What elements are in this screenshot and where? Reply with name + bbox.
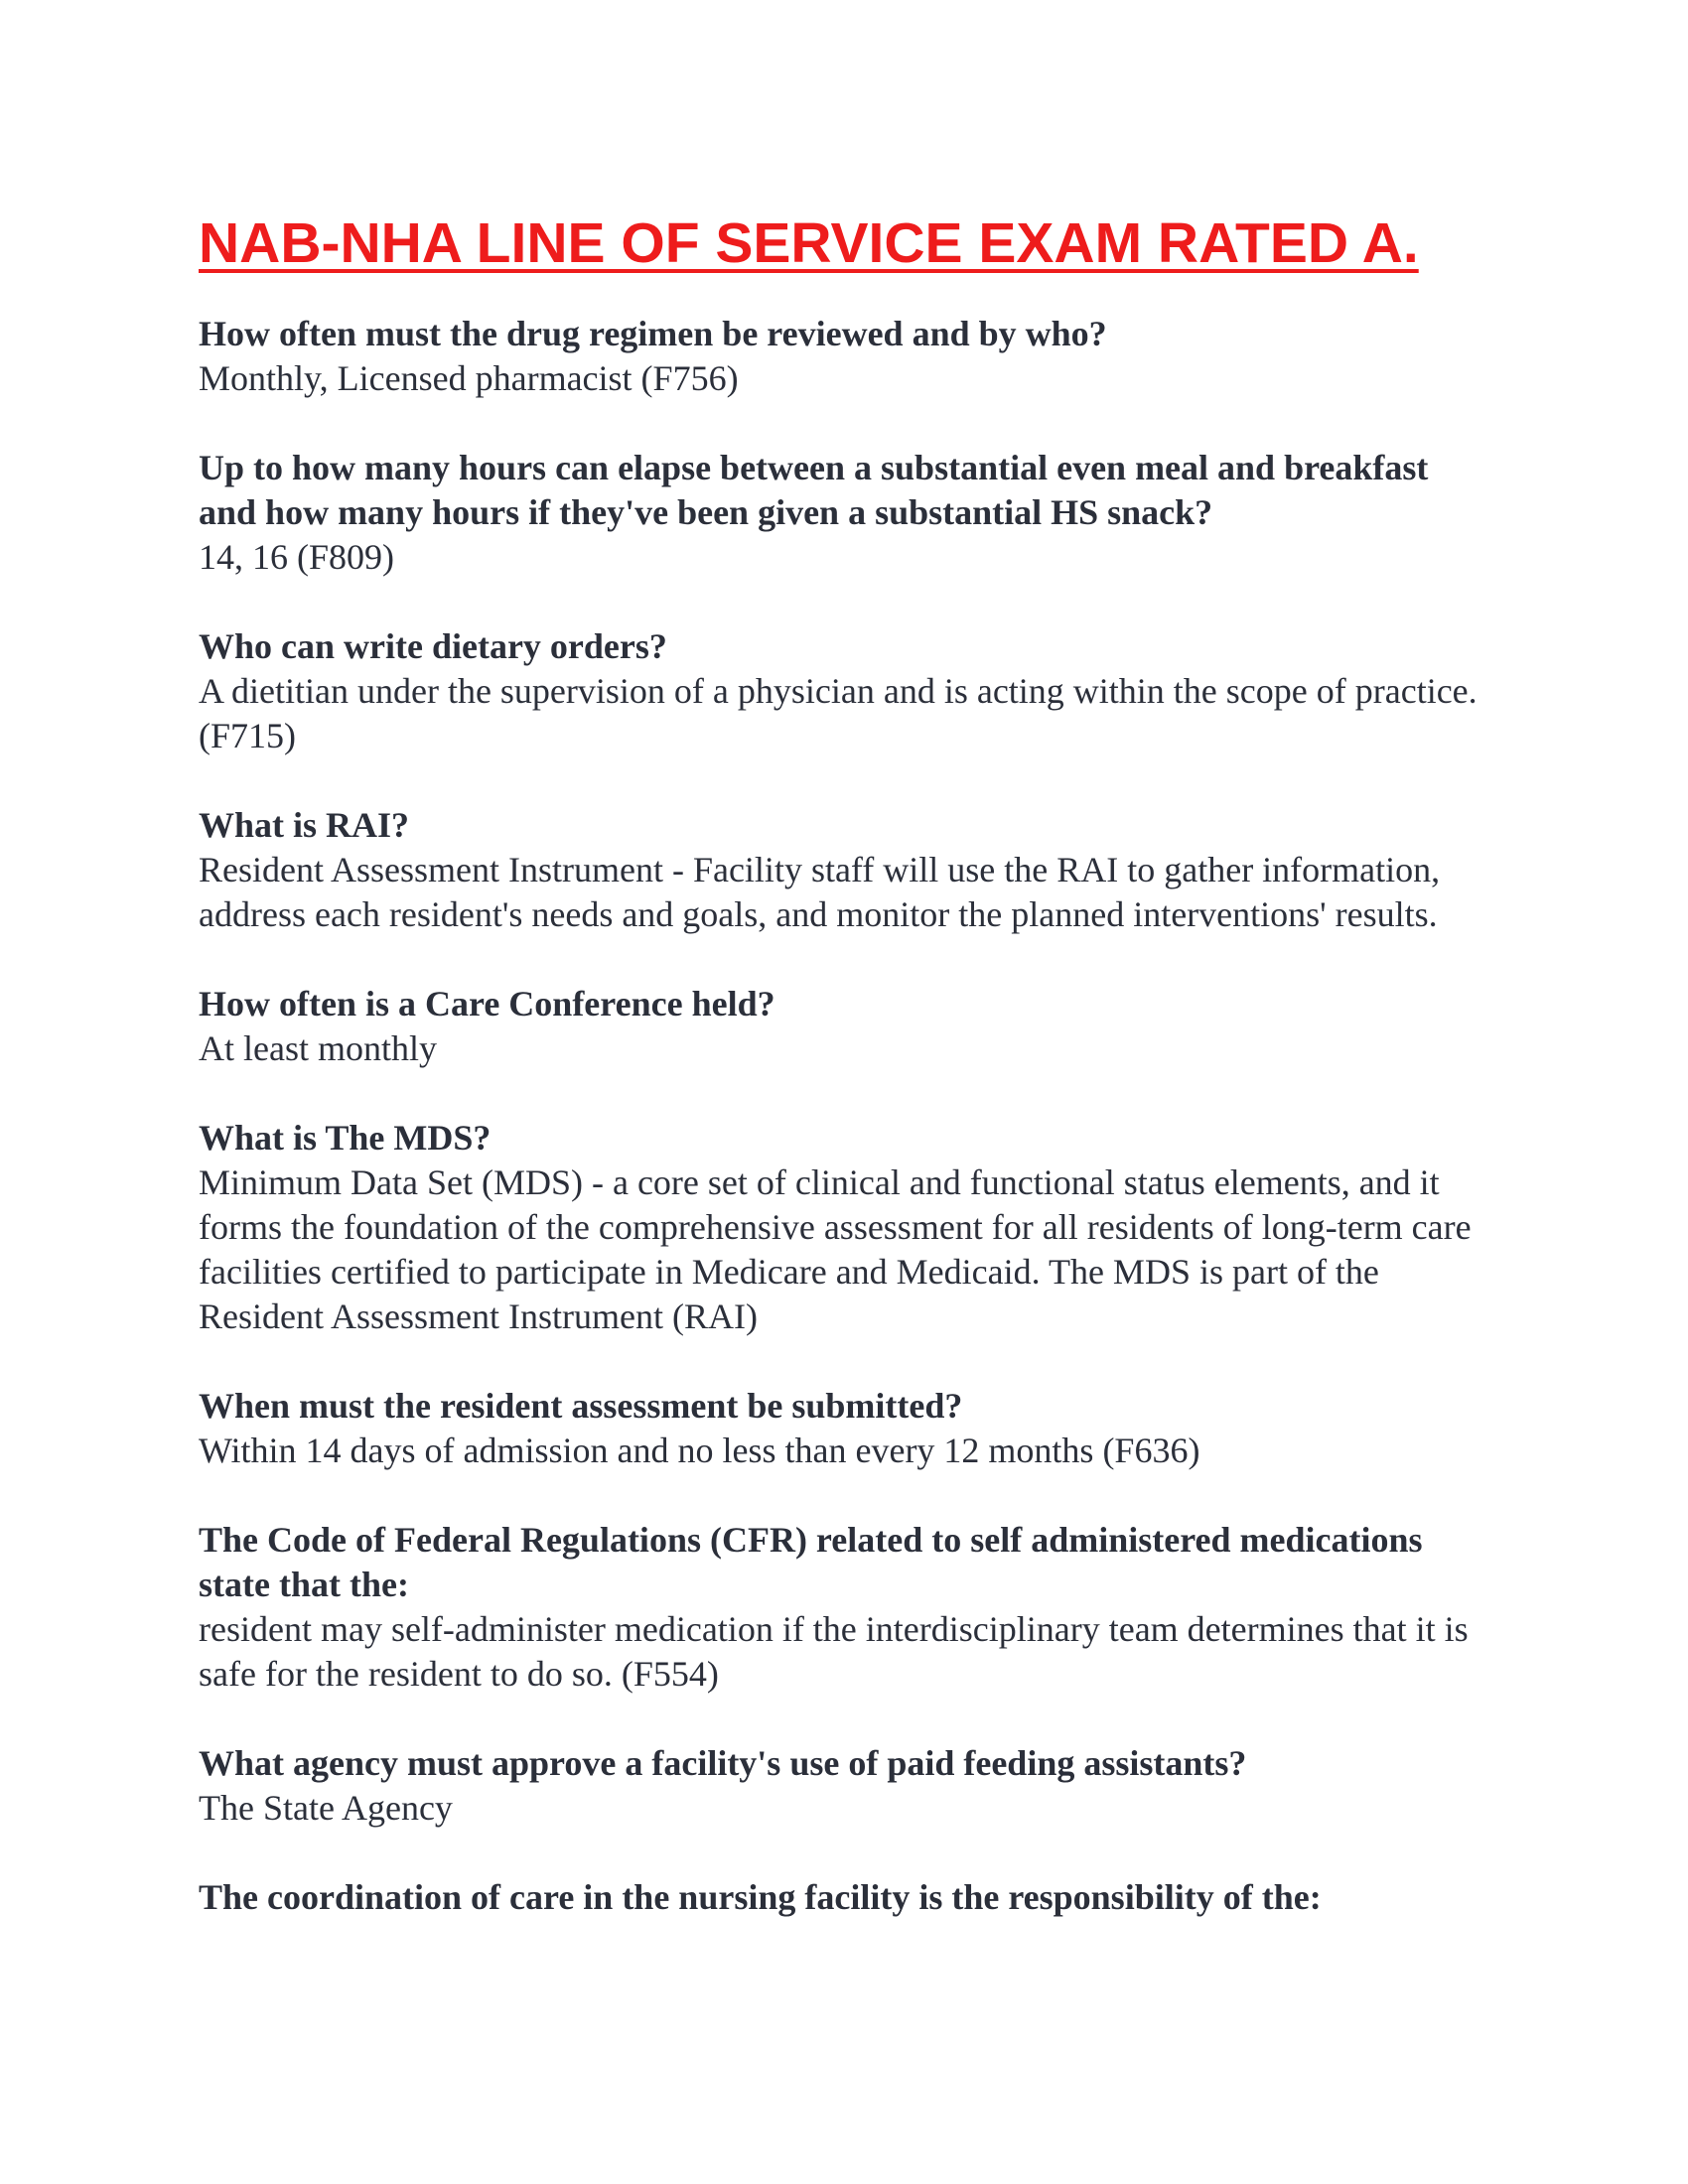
- page-title: NAB-NHA LINE OF SERVICE EXAM RATED A.: [199, 211, 1419, 275]
- answer: resident may self-administer medication if the interdisciplinary team determines that it is safe for the resident to do so. (F554): [199, 1609, 1469, 1694]
- qa-item: [199, 624, 1489, 758]
- qa-list: [199, 312, 1489, 1965]
- answer: Within 14 days of admission and no less than every 12 months (F636): [199, 1431, 1200, 1470]
- answer: Resident Assessment Instrument - Facility staff will use the RAI to gather information, address each resident's needs and goals, and monitor the planned interventions' results.: [199, 850, 1441, 934]
- qa-item: [199, 312, 1489, 401]
- question: The coordination of care in the nursing facility is the responsibility of the:: [199, 1877, 1322, 1917]
- question: What is RAI?: [199, 805, 410, 845]
- answer: The State Agency: [199, 1788, 453, 1828]
- question: Up to how many hours can elapse between a substantial even meal and breakfast and how many hours if they've been given a substantial HS snack?: [199, 448, 1429, 532]
- answer: Minimum Data Set (MDS) - a core set of clinical and functional status elements, and it forms the foundation of the comprehensive assessment for all residents of long-term care facilities certified to participate in Medicare and Medicaid. The MDS is part of the Resident Assessment Instrument (RAI): [199, 1162, 1472, 1336]
- qa-item: [199, 446, 1489, 580]
- qa-item: [199, 1875, 1489, 1920]
- qa-item: [199, 803, 1489, 937]
- answer: A dietitian under the supervision of a physician and is acting within the scope of practice. (F715): [199, 671, 1477, 755]
- question: How often is a Care Conference held?: [199, 984, 775, 1024]
- question: What agency must approve a facility's use of paid feeding assistants?: [199, 1743, 1247, 1783]
- qa-item: [199, 982, 1489, 1071]
- question: The Code of Federal Regulations (CFR) related to self administered medications state that the:: [199, 1520, 1423, 1604]
- qa-item: [199, 1384, 1489, 1473]
- answer: Monthly, Licensed pharmacist (F756): [199, 358, 739, 398]
- qa-item: [199, 1518, 1489, 1697]
- question: When must the resident assessment be submitted?: [199, 1386, 963, 1426]
- qa-item: [199, 1741, 1489, 1831]
- answer: At least monthly: [199, 1028, 437, 1068]
- question: Who can write dietary orders?: [199, 626, 667, 666]
- question: What is The MDS?: [199, 1118, 492, 1158]
- question: How often must the drug regimen be reviewed and by who?: [199, 314, 1107, 353]
- answer: 14, 16 (F809): [199, 537, 394, 577]
- qa-item: [199, 1116, 1489, 1339]
